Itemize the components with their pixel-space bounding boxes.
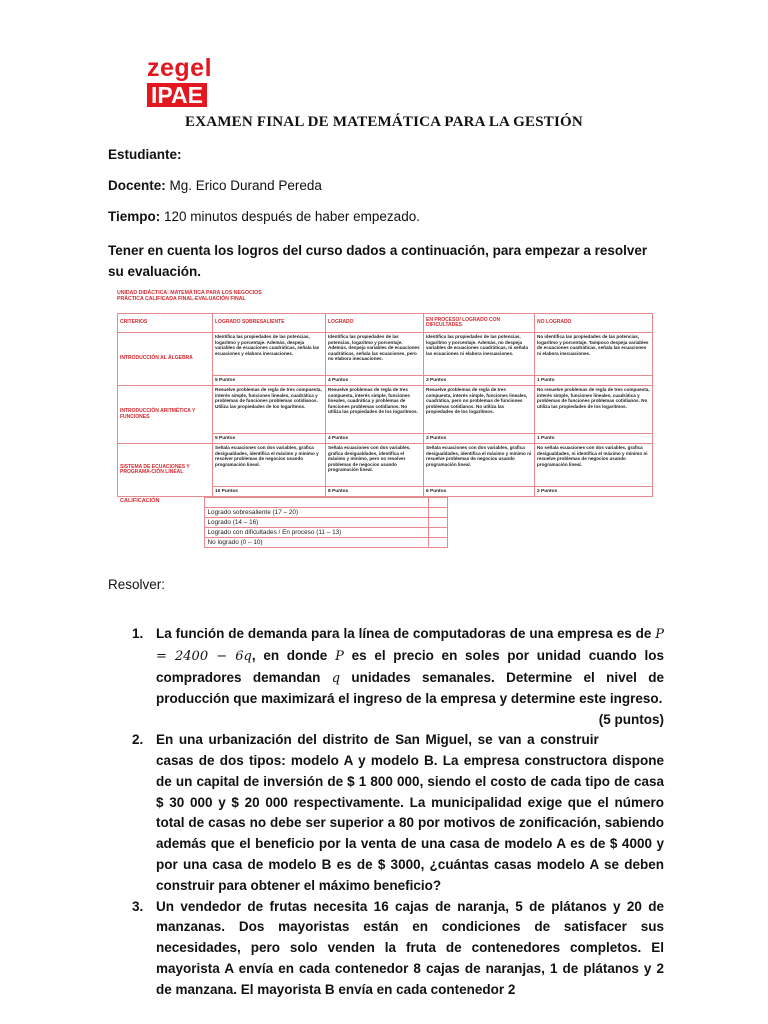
rubric-cell: Resuelve problemas de regla de tres compuesta, interés simple, funciones lineales, cuadrática y problemas de funciones problemas cotidianos. Utiliza las propiedades de los logaritmos. bbox=[213, 386, 326, 434]
points-cell: 1 Punto bbox=[535, 376, 653, 386]
rubric-cell: No señala ecuaciones con dos variables, grafica desigualdades, ni identifica el máximo y mínimo ni resuelve problemas de negocios usando programación lineal. bbox=[535, 444, 653, 487]
problem-number: 2. bbox=[132, 732, 144, 748]
rubric-cell: No resuelve problemas de regla de tres compuesta, interés simple, funciones lineales, cuadrática y problemas de funciones problemas cotidianos. No utiliza las propiedades de los logaritmos. bbox=[535, 386, 653, 434]
problem-text: La función de demanda para la línea de computadoras de una empresa es de bbox=[156, 626, 652, 641]
grading-row bbox=[117, 498, 447, 508]
rubric-cell: Señala ecuaciones con dos variables, grafica desigualdades, identifica el máximo y mínimo, pero no resolver problemas de negocios usando programación lineal. bbox=[326, 444, 424, 487]
grading-cell: Logrado con dificultades / En proceso (11 – 13) bbox=[204, 528, 428, 538]
grading-title: CALIFICACIÓN bbox=[120, 497, 160, 504]
problem-number: 3. bbox=[132, 898, 144, 914]
column-header: NO LOGRADO bbox=[535, 314, 653, 333]
column-header: LOGRADO bbox=[326, 314, 424, 333]
rubric-cell: Identifica las propiedades de las potencias, logaritmo y porcentaje. Además, despeja variables de ecuaciones cuadráticas, señala las ecuaciones y elabora inecuaciones. bbox=[213, 333, 326, 376]
teacher-line bbox=[108, 178, 322, 193]
points-cell: 5 Puntos bbox=[213, 434, 326, 444]
rubric-cell: No identifica las propiedades de las potencias, logaritmo y porcentaje. Tampoco despeja variables de ecuaciones cuadráticas, señala las ecuaciones ni elabora inecuaciones. bbox=[535, 333, 653, 376]
variable-p: P bbox=[335, 648, 344, 664]
problem-text: Un vendedor de frutas necesita 16 cajas de naranja, 5 de plátanos y 20 de manzanas. Dos mayoristas están en condiciones de satisfacer sus necesidades, pero solo venden la fruta de contenedores completos. El mayorista A envía en cada contenedor 8 cajas de naranjas, 1 de plátanos y 2 de manzana. El mayorista B envía en cada contenedor 2 bbox=[156, 898, 664, 997]
logo bbox=[147, 55, 212, 108]
grading-box bbox=[428, 508, 447, 518]
rubric-cell: Resuelve problemas de regla de tres compuesta, interés simple, funciones lineales, cuadrática, pero no problemas de funciones problemas cotidianos. No utiliza las propiedades de los logaritmos. bbox=[424, 386, 535, 434]
points-cell: 4 Puntos bbox=[326, 376, 424, 386]
points-cell: 5 Puntos bbox=[213, 376, 326, 386]
rubric-header bbox=[117, 290, 652, 313]
rubric-header-row bbox=[118, 314, 653, 333]
problem-list bbox=[108, 624, 664, 1001]
points-cell: 2 Puntos bbox=[535, 487, 653, 497]
column-header: EN PROCESO/ LOGRADO CON DIFICULTADES bbox=[424, 314, 535, 333]
student-label: Estudiante: bbox=[108, 147, 182, 162]
teacher-label: Docente: bbox=[108, 178, 166, 193]
problem-points: (5 puntos) bbox=[598, 712, 664, 728]
rubric-cell: Identifica las propiedades de las potencias, logaritmo y porcentaje. Además, despeja variables de ecuaciones cuadráticas, señala las ecuaciones, pero no elabora inecuaciones. bbox=[326, 333, 424, 376]
exam-title: EXAMEN FINAL DE MATEMÁTICA PARA LA GESTIÓN bbox=[185, 114, 583, 130]
rubric bbox=[117, 290, 652, 548]
problem-text: es el precio en soles por unidad cuando los compradores demandan bbox=[156, 647, 665, 685]
rubric-header-line2: PRÁCTICA CALIFICADA FINAL-EVALUACIÓN FINAL bbox=[117, 296, 246, 303]
grading-box bbox=[428, 528, 447, 538]
grading-cell: Logrado (14 – 16) bbox=[204, 518, 428, 528]
problem-3 bbox=[108, 897, 664, 1001]
grading-box bbox=[428, 498, 447, 508]
rubric-table bbox=[117, 313, 653, 497]
grading-cell: Logrado sobresaliente (17 – 20) bbox=[204, 508, 428, 518]
grading-cell: No logrado (0 – 10) bbox=[204, 538, 428, 548]
criterion-cell: INTRODUCCIÓN AL ÁLGEBRA bbox=[118, 333, 213, 386]
points-cell: 8 Puntos bbox=[326, 487, 424, 497]
grading-cell bbox=[204, 498, 428, 508]
problem-text: unidades semanales. Determine el nivel de producción que maximizará el ingreso de la empresa y determine este ingreso. bbox=[156, 669, 664, 707]
rubric-row bbox=[118, 386, 653, 434]
time-label: Tiempo: bbox=[108, 209, 161, 224]
rubric-cell: Señala ecuaciones con dos variables, grafica desigualdades, identifica el máximo y mínimo y resolver problemas de negocios usando programación lineal. bbox=[213, 444, 326, 487]
variable-q: q bbox=[331, 670, 341, 686]
problem-text: En una urbanización del distrito de San Miguel, se van a construir casas de dos tipos: modelo A y modelo B. La empresa constructora dispone de un capital de inversión de $ 1 800 000, siendo el costo de cada tipo de casa $ 30 000 y $ 20 000 respectivamente. La municipalidad exige que el número total de casas no debe ser superior a 80 por motivos de zonificación, sabiendo además que el beneficio por la venta de una casa de modelo A es de $ 4000 y por una casa de modelo B es de $ 3000, ¿cuántas casas modelo A se deben construir para obtener el máximo beneficio? bbox=[156, 732, 664, 893]
rubric-row bbox=[118, 333, 653, 376]
points-cell: 3 Puntos bbox=[424, 376, 535, 386]
student-line bbox=[108, 147, 182, 162]
grading-table bbox=[117, 497, 448, 548]
teacher-value: Mg. Erico Durand Pereda bbox=[169, 178, 322, 193]
points-cell: 4 Puntos bbox=[326, 434, 424, 444]
rubric-cell: Resuelve problemas de regla de tres compuesta, interés simple, funciones lineales, cuadrática y problemas de funciones problemas cotidianos. No utiliza las propiedades de los logaritmos. bbox=[326, 386, 424, 434]
criterion-cell: SISTEMA DE ECUACIONES Y PROGRAMA-CIÓN LINEAL bbox=[118, 444, 213, 497]
problem-1 bbox=[108, 624, 665, 728]
points-cell: 6 Puntos bbox=[424, 487, 535, 497]
grading-box bbox=[428, 518, 447, 528]
rubric-cell: Identifica las propiedades de las potencias, logaritmo y porcentaje. Además, no despeja variables de ecuaciones cuadráticas, ni señala las ecuaciones ni elabora inecuaciones. bbox=[424, 333, 535, 376]
time-line bbox=[108, 209, 420, 224]
time-value: 120 minutos después de haber empezado. bbox=[164, 209, 420, 224]
problem-number: 1. bbox=[132, 626, 144, 641]
rubric-cell: Señala ecuaciones con dos variables, grafica desigualdades, identifica el máximo y mínimo ni resuelve problemas de negocios usando programación lineal. bbox=[424, 444, 535, 487]
logo-ipae: IPAE bbox=[147, 83, 207, 107]
rubric-row bbox=[118, 444, 653, 487]
grading-box bbox=[428, 538, 447, 548]
rubric-header-line1: UNIDAD DIDÁCTICA: MATEMÁTICA PARA LOS NEGOCIOS bbox=[117, 290, 262, 296]
demand-equation: P = 2400 − 6q bbox=[156, 627, 664, 664]
points-cell: 1 Punto bbox=[535, 434, 653, 444]
column-header: LOGRADO SOBRESALIENTE bbox=[213, 314, 326, 333]
criterion-cell: INTRODUCCIÓN ARITMÉTICA Y FUNCIONES bbox=[118, 386, 213, 444]
column-header: CRITERIOS bbox=[118, 314, 213, 333]
logo-zegel: zegel bbox=[147, 54, 213, 82]
problem-text: , en donde bbox=[251, 647, 328, 663]
problem-2 bbox=[108, 730, 664, 896]
resolver-label: Resolver: bbox=[108, 577, 166, 592]
points-cell: 3 Puntos bbox=[424, 434, 535, 444]
points-cell: 10 Puntos bbox=[213, 487, 326, 497]
intro-text: Tener en cuenta los logros del curso dados a continuación, para empezar a resolver su evaluación. bbox=[108, 243, 648, 279]
